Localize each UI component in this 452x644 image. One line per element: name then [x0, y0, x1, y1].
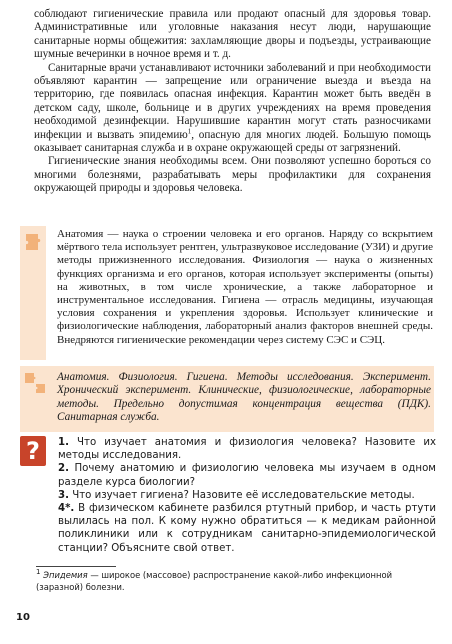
- puzzle-piece-icon: [24, 232, 42, 252]
- question-mark-icon: ?: [20, 436, 46, 466]
- main-text: [34, 8, 431, 196]
- questions-list: [58, 436, 436, 555]
- paragraph-2-part-a: Санитарные врачи устанавливают источники заболеваний и при необходимости объявляют карантин — запрещение или ограничение выезда и въезда на территорию, где появилась опасная инфекция. Карантин может быть введён в детском саду, школе, больнице и в других учреждениях на время проведения необходимой дезинфекции. Нарушившие карантин могут стать разносчиками инфекции и вызвать эпидемию: [34, 61, 431, 141]
- question-item: 1. Что изучает анатомия и физиология человека? Назовите их методы исследования.: [58, 437, 436, 462]
- puzzle-pieces-icon: [24, 372, 46, 394]
- paragraph-2-part-b: , опасную для многих людей. Большую помощь оказывает санитарная служба и в охране окружающей среды от загрязнений.: [34, 128, 431, 155]
- footnote-term: Эпидемия: [43, 570, 88, 580]
- question-item: 2. Почему анатомию и физиологию человека мы изучаем в одном разделе курса биологии?: [58, 463, 436, 488]
- footnote-text: — широкое (массовое) распространение какой-либо инфекционной (заразной) болезни.: [36, 570, 393, 592]
- paragraph-1: соблюдают гигиенические правила или продают опасный для здоровья товар. Административные или уголовные наказания несут люди, нарушающие санитарные нормы общежития: захламляющие дворы и подъезды, устраивающие шумные вечеринки в ночное время и т. д.: [34, 8, 431, 61]
- footnote-ref: 1: [187, 126, 192, 135]
- question-item: 3. Что изучает гигиена? Назовите её исследовательские методы.: [58, 489, 415, 501]
- footnote-divider: [36, 566, 116, 567]
- key-terms-text: Анатомия. Физиология. Гигиена. Методы исследования. Эксперимент. Хронический эксперимент. Клинические, физиологические, лабораторные методы. Предельно допустимая концентрация вещества (ПДК). Санитарная служба.: [57, 371, 431, 424]
- question-item: 4*. В физическом кабинете разбился ртутный прибор, и часть ртути вылилась на пол. К кому нужно обратиться — к медикам районной поликлиники или к сотрудникам санитарно-эпидемиологической станции? Объясните свой ответ.: [58, 503, 436, 554]
- page-number: 10: [16, 612, 30, 623]
- footnote: [36, 570, 434, 593]
- paragraph-2: [34, 62, 431, 156]
- footnote-mark: 1: [36, 568, 41, 577]
- paragraph-3: Гигиенические знания необходимы всем. Они позволяют успешно бороться со многими болезнями, разрабатывать меры профилактики для сохранения окружающей природы и здоровья человека.: [34, 155, 431, 195]
- definitions-text: Анатомия — наука о строении человека и его органов. Наряду со вскрытием мёртвого тела использует рентген, ультразвуковое исследование (УЗИ) и другие методы прижизненного исследования. Физиология — наука о жизненных функциях организма и его органов, которая использует эксперименты (опыты) на животных, в том числе хронические, а также лабораторное и инструментальное исследования. Гигиена — отрасль медицины, изучающая условия сохранения и укрепления здоровья. Использует клинические и физиологические наблюдения, лабораторный анализ факторов внешней среды. Внедряются гигиенические рекомендации через систему СЭС и СЭЦ.: [57, 228, 433, 346]
